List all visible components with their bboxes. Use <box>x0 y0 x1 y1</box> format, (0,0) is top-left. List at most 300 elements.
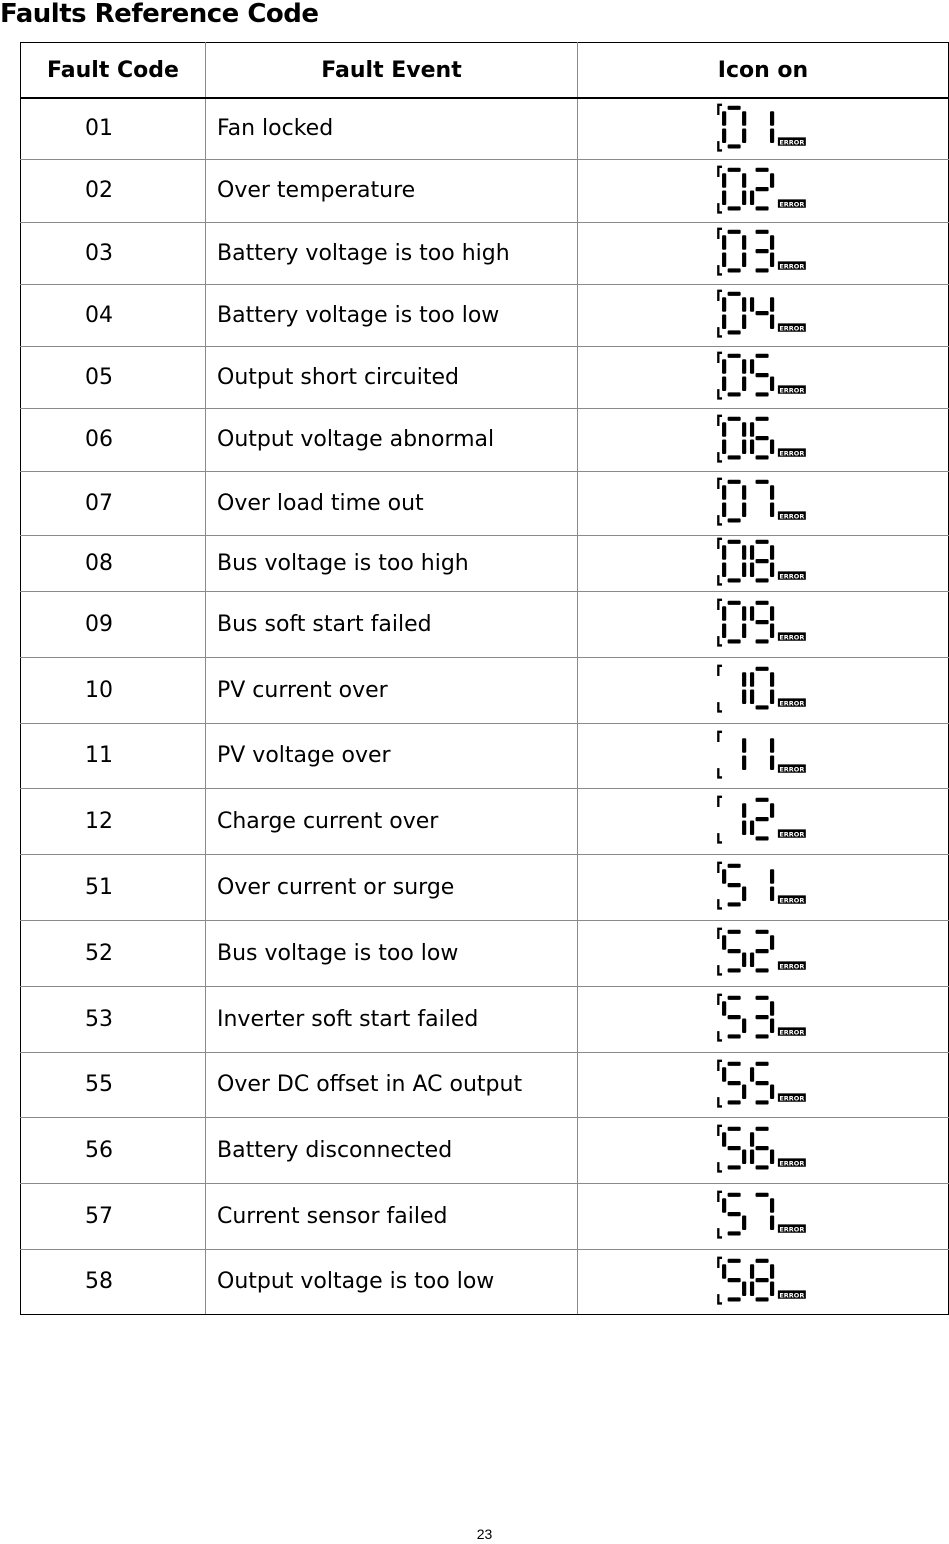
lcd-segment-b <box>742 545 746 559</box>
error-label: ERROR <box>779 199 805 208</box>
lcd-segment-g <box>756 373 769 377</box>
lcd-segment-d <box>728 1231 741 1235</box>
lcd-segment-g <box>756 1278 769 1282</box>
error-label: ERROR <box>779 1290 805 1299</box>
fault-icon-cell <box>578 854 949 920</box>
lcd-segment-d <box>728 206 741 210</box>
lcd-segment-e <box>750 563 754 577</box>
lcd-segment-e <box>750 1281 754 1295</box>
lcd-bracket <box>718 291 722 337</box>
error-label: ERROR <box>779 962 805 971</box>
lcd-segment-d <box>756 836 769 840</box>
lcd-segment-g <box>728 949 741 953</box>
lcd-segment-e <box>750 821 754 835</box>
lcd-segment-b <box>770 869 774 883</box>
lcd-segment-a <box>728 996 741 1000</box>
lcd-segment-d <box>756 1034 769 1038</box>
lcd-segment-b <box>770 803 774 817</box>
lcd-segment-a <box>756 230 769 234</box>
lcd-segment-c <box>742 315 746 329</box>
fault-event-cell: Bus soft start failed <box>206 591 578 657</box>
error-label: ERROR <box>779 262 805 271</box>
lcd-segment-b <box>742 173 746 187</box>
fault-code-cell: 03 <box>21 222 206 284</box>
lcd-segment-g <box>756 620 769 624</box>
page-number: 23 <box>476 1526 493 1542</box>
lcd-segment-f <box>722 235 726 249</box>
fault-icon-cell <box>578 1052 949 1117</box>
fault-event-cell: Output voltage abnormal <box>206 408 578 471</box>
lcd-segment-d <box>728 1297 741 1301</box>
lcd-segment-c <box>742 253 746 267</box>
lcd-segment-c <box>742 128 746 142</box>
lcd-segment-f <box>750 606 754 620</box>
lcd-segment-e <box>722 503 726 517</box>
lcd-segment-b <box>770 545 774 559</box>
lcd-segment-c <box>742 1150 746 1164</box>
lcd-segment-c <box>770 690 774 704</box>
lcd-segment-e <box>750 190 754 204</box>
lcd-segment-b <box>770 935 774 949</box>
lcd-segment-a <box>728 480 741 484</box>
lcd-segment-e <box>750 690 754 704</box>
lcd-bracket <box>718 479 722 525</box>
lcd-segment-d <box>756 578 769 582</box>
lcd-segment-b <box>770 672 774 686</box>
lcd-error-icon <box>715 288 811 342</box>
lcd-segment-e <box>722 128 726 142</box>
lcd-segment-f <box>750 1264 754 1278</box>
lcd-segment-c <box>742 1281 746 1295</box>
lcd-segment-d <box>756 1165 769 1169</box>
fault-event-cell: Over temperature <box>206 159 578 222</box>
lcd-error-icon <box>715 597 811 651</box>
lcd-segment-d <box>728 392 741 396</box>
table-row <box>21 1249 949 1314</box>
fault-event-cell: Charge current over <box>206 788 578 854</box>
fault-icon-cell <box>578 471 949 535</box>
lcd-bracket <box>718 1060 722 1106</box>
lcd-segment-a <box>728 354 741 358</box>
lcd-segment-f <box>722 173 726 187</box>
lcd-segment-g <box>728 1146 741 1150</box>
lcd-segment-c <box>742 953 746 967</box>
lcd-segment-c <box>770 1216 774 1230</box>
fault-code-cell: 53 <box>21 986 206 1052</box>
lcd-segment-c <box>742 563 746 577</box>
lcd-bracket <box>718 797 722 843</box>
fault-event-cell: Inverter soft start failed <box>206 986 578 1052</box>
lcd-segment-a <box>728 416 741 420</box>
lcd-error-icon <box>715 413 811 467</box>
table-row <box>21 788 949 854</box>
lcd-bracket <box>718 929 722 975</box>
lcd-segment-f <box>750 422 754 436</box>
lcd-segment-c <box>742 1216 746 1230</box>
fault-event-cell: Output short circuited <box>206 346 578 408</box>
fault-icon-cell <box>578 535 949 591</box>
lcd-segment-a <box>728 540 741 544</box>
lcd-segment-b <box>770 485 774 499</box>
fault-code-cell: 07 <box>21 471 206 535</box>
lcd-segment-d <box>756 206 769 210</box>
fault-code-cell: 55 <box>21 1052 206 1117</box>
lcd-segment-a <box>728 1127 741 1131</box>
lcd-segment-f <box>722 1067 726 1081</box>
lcd-segment-a <box>728 930 741 934</box>
lcd-segment-d <box>728 1034 741 1038</box>
error-label: ERROR <box>779 764 805 773</box>
lcd-bracket <box>718 166 722 212</box>
lcd-segment-d <box>728 268 741 272</box>
fault-code-cell: 05 <box>21 346 206 408</box>
lcd-segment-f <box>722 545 726 559</box>
lcd-segment-d <box>756 1297 769 1301</box>
lcd-segment-a <box>728 601 741 605</box>
fault-code-cell: 58 <box>21 1249 206 1314</box>
fault-event-cell: Battery voltage is too low <box>206 284 578 346</box>
fault-code-cell: 56 <box>21 1117 206 1183</box>
lcd-segment-g <box>728 1015 741 1019</box>
error-label: ERROR <box>779 1159 805 1168</box>
lcd-segment-a <box>756 798 769 802</box>
lcd-segment-b <box>742 111 746 125</box>
lcd-segment-c <box>742 377 746 391</box>
lcd-segment-a <box>728 230 741 234</box>
lcd-segment-e <box>722 315 726 329</box>
table-row <box>21 986 949 1052</box>
table-row <box>21 1117 949 1183</box>
lcd-error-icon <box>715 1189 811 1243</box>
table-row <box>21 346 949 408</box>
table-row <box>21 408 949 471</box>
lcd-error-icon <box>715 926 811 980</box>
lcd-bracket <box>718 995 722 1041</box>
lcd-segment-d <box>756 968 769 972</box>
lcd-segment-c <box>742 439 746 453</box>
lcd-segment-f <box>750 1067 754 1081</box>
lcd-segment-b <box>742 235 746 249</box>
lcd-bracket <box>718 1126 722 1172</box>
error-label: ERROR <box>779 324 805 333</box>
fault-event-cell: PV current over <box>206 657 578 723</box>
lcd-segment-e <box>722 439 726 453</box>
lcd-segment-a <box>756 601 769 605</box>
fault-event-cell: Battery disconnected <box>206 1117 578 1183</box>
lcd-segment-d <box>728 144 741 148</box>
lcd-error-icon <box>715 729 811 783</box>
error-label: ERROR <box>779 138 805 147</box>
lcd-segment-a <box>728 292 741 296</box>
lcd-segment-c <box>742 624 746 638</box>
lcd-segment-a <box>756 480 769 484</box>
table-row <box>21 159 949 222</box>
header-fault-code: Fault Code <box>21 43 206 99</box>
page-title: Faults Reference Code <box>0 0 319 29</box>
fault-event-cell: Fan locked <box>206 98 578 159</box>
lcd-segment-c <box>742 690 746 704</box>
fault-icon-cell <box>578 723 949 788</box>
lcd-segment-g <box>728 883 741 887</box>
lcd-segment-d <box>756 268 769 272</box>
lcd-segment-b <box>770 1264 774 1278</box>
lcd-bracket <box>718 600 722 646</box>
lcd-segment-b <box>770 235 774 249</box>
fault-event-cell: Over current or surge <box>206 854 578 920</box>
lcd-segment-f <box>750 672 754 686</box>
table-row <box>21 854 949 920</box>
fault-icon-cell <box>578 1183 949 1249</box>
lcd-segment-a <box>756 1127 769 1131</box>
lcd-segment-g <box>756 1081 769 1085</box>
lcd-segment-a <box>756 667 769 671</box>
fault-icon-cell <box>578 98 949 159</box>
lcd-segment-a <box>728 864 741 868</box>
lcd-error-icon <box>715 1255 811 1309</box>
lcd-segment-d <box>728 968 741 972</box>
lcd-segment-e <box>750 953 754 967</box>
table-row <box>21 535 949 591</box>
table-row <box>21 98 949 159</box>
lcd-segment-b <box>742 297 746 311</box>
lcd-segment-b <box>770 606 774 620</box>
lcd-bracket <box>718 731 722 777</box>
lcd-segment-c <box>770 1019 774 1033</box>
fault-icon-cell <box>578 1249 949 1314</box>
lcd-segment-a <box>728 1061 741 1065</box>
lcd-segment-a <box>756 416 769 420</box>
lcd-segment-c <box>770 439 774 453</box>
lcd-segment-c <box>742 1019 746 1033</box>
lcd-segment-f <box>750 545 754 559</box>
error-label: ERROR <box>779 448 805 457</box>
fault-code-cell: 12 <box>21 788 206 854</box>
fault-icon-cell <box>578 284 949 346</box>
table-row <box>21 1183 949 1249</box>
lcd-segment-b <box>770 738 774 752</box>
fault-event-cell: Battery voltage is too high <box>206 222 578 284</box>
lcd-segment-f <box>750 1132 754 1146</box>
lcd-error-icon <box>715 860 811 914</box>
header-fault-event: Fault Event <box>206 43 578 99</box>
lcd-segment-g <box>756 1015 769 1019</box>
fault-icon-cell <box>578 159 949 222</box>
lcd-segment-c <box>742 887 746 901</box>
table-row <box>21 471 949 535</box>
fault-event-cell: PV voltage over <box>206 723 578 788</box>
fault-code-cell: 06 <box>21 408 206 471</box>
lcd-error-icon <box>715 663 811 717</box>
lcd-segment-b <box>742 485 746 499</box>
lcd-error-icon <box>715 476 811 530</box>
lcd-error-icon <box>715 102 811 156</box>
lcd-segment-c <box>742 503 746 517</box>
fault-event-cell: Over DC offset in AC output <box>206 1052 578 1117</box>
lcd-segment-a <box>756 354 769 358</box>
lcd-segment-g <box>756 436 769 440</box>
lcd-segment-d <box>728 639 741 643</box>
lcd-segment-b <box>742 803 746 817</box>
fault-event-cell: Bus voltage is too low <box>206 920 578 986</box>
error-label: ERROR <box>779 1028 805 1037</box>
fault-icon-cell <box>578 408 949 471</box>
lcd-segment-c <box>770 315 774 329</box>
lcd-bracket <box>718 666 722 712</box>
lcd-error-icon <box>715 536 811 590</box>
lcd-segment-a <box>756 1193 769 1197</box>
lcd-segment-c <box>770 887 774 901</box>
table-row <box>21 657 949 723</box>
lcd-segment-c <box>742 1084 746 1098</box>
lcd-segment-f <box>722 485 726 499</box>
lcd-segment-g <box>756 187 769 191</box>
lcd-segment-a <box>728 167 741 171</box>
lcd-segment-g <box>728 1278 741 1282</box>
lcd-segment-a <box>756 996 769 1000</box>
lcd-error-icon <box>715 350 811 404</box>
lcd-segment-a <box>756 1061 769 1065</box>
lcd-segment-g <box>756 949 769 953</box>
lcd-segment-d <box>756 455 769 459</box>
lcd-segment-g <box>728 1081 741 1085</box>
fault-event-cell: Current sensor failed <box>206 1183 578 1249</box>
table-row <box>21 1052 949 1117</box>
table-row <box>21 723 949 788</box>
lcd-segment-d <box>756 392 769 396</box>
lcd-error-icon <box>715 992 811 1046</box>
lcd-segment-b <box>770 173 774 187</box>
table-row <box>21 591 949 657</box>
lcd-segment-g <box>756 311 769 315</box>
lcd-segment-d <box>728 578 741 582</box>
lcd-bracket <box>718 353 722 399</box>
lcd-segment-e <box>722 377 726 391</box>
lcd-segment-c <box>742 821 746 835</box>
lcd-segment-e <box>722 563 726 577</box>
lcd-segment-f <box>722 1198 726 1212</box>
fault-icon-cell <box>578 920 949 986</box>
fault-code-cell: 52 <box>21 920 206 986</box>
lcd-segment-b <box>742 606 746 620</box>
table-row <box>21 284 949 346</box>
error-label: ERROR <box>779 1225 805 1234</box>
lcd-segment-f <box>750 359 754 373</box>
lcd-segment-c <box>770 1084 774 1098</box>
lcd-segment-c <box>770 1150 774 1164</box>
lcd-bracket <box>718 539 722 585</box>
lcd-segment-b <box>742 738 746 752</box>
lcd-segment-b <box>742 359 746 373</box>
lcd-segment-c <box>770 563 774 577</box>
fault-icon-cell <box>578 346 949 408</box>
lcd-segment-d <box>728 518 741 522</box>
fault-icon-cell <box>578 222 949 284</box>
lcd-segment-a <box>756 1258 769 1262</box>
fault-code-cell: 02 <box>21 159 206 222</box>
lcd-segment-b <box>742 672 746 686</box>
lcd-segment-f <box>722 606 726 620</box>
error-label: ERROR <box>779 633 805 642</box>
lcd-segment-f <box>722 359 726 373</box>
lcd-segment-e <box>750 1150 754 1164</box>
error-label: ERROR <box>779 896 805 905</box>
error-label: ERROR <box>779 699 805 708</box>
lcd-segment-a <box>756 540 769 544</box>
lcd-segment-c <box>770 377 774 391</box>
lcd-segment-d <box>728 1165 741 1169</box>
table-header-row <box>21 43 949 99</box>
lcd-bracket <box>718 1257 722 1303</box>
lcd-segment-b <box>742 422 746 436</box>
lcd-error-icon <box>715 1123 811 1177</box>
lcd-segment-f <box>722 1264 726 1278</box>
lcd-segment-c <box>770 755 774 769</box>
lcd-bracket <box>718 863 722 909</box>
lcd-segment-c <box>742 190 746 204</box>
lcd-segment-g <box>756 559 769 563</box>
error-label: ERROR <box>779 386 805 395</box>
lcd-segment-c <box>770 253 774 267</box>
faults-reference-table <box>20 42 949 1315</box>
lcd-segment-f <box>722 1001 726 1015</box>
lcd-segment-a <box>728 105 741 109</box>
lcd-segment-e <box>722 253 726 267</box>
error-label: ERROR <box>779 572 805 581</box>
lcd-segment-f <box>722 1132 726 1146</box>
lcd-segment-e <box>750 439 754 453</box>
fault-event-cell: Output voltage is too low <box>206 1249 578 1314</box>
lcd-segment-b <box>770 297 774 311</box>
lcd-segment-b <box>770 1001 774 1015</box>
lcd-segment-g <box>728 1212 741 1216</box>
lcd-error-icon <box>715 1058 811 1112</box>
lcd-segment-f <box>722 935 726 949</box>
header-icon-on: Icon on <box>578 43 949 99</box>
fault-event-cell: Over load time out <box>206 471 578 535</box>
lcd-error-icon <box>715 794 811 848</box>
lcd-segment-f <box>722 297 726 311</box>
lcd-segment-c <box>770 624 774 638</box>
lcd-segment-a <box>728 1193 741 1197</box>
lcd-segment-f <box>722 111 726 125</box>
lcd-segment-d <box>728 1100 741 1104</box>
lcd-bracket <box>718 1192 722 1238</box>
lcd-segment-e <box>722 624 726 638</box>
lcd-segment-b <box>770 111 774 125</box>
fault-code-cell: 09 <box>21 591 206 657</box>
table-row <box>21 222 949 284</box>
error-label: ERROR <box>779 830 805 839</box>
lcd-segment-d <box>728 902 741 906</box>
lcd-segment-g <box>756 817 769 821</box>
error-label: ERROR <box>779 512 805 521</box>
lcd-bracket <box>718 105 722 151</box>
fault-code-cell: 10 <box>21 657 206 723</box>
lcd-segment-c <box>770 128 774 142</box>
lcd-segment-g <box>756 249 769 253</box>
lcd-bracket <box>718 229 722 275</box>
fault-code-cell: 01 <box>21 98 206 159</box>
lcd-segment-d <box>756 705 769 709</box>
fault-code-cell: 04 <box>21 284 206 346</box>
lcd-segment-c <box>770 1281 774 1295</box>
lcd-segment-f <box>750 297 754 311</box>
lcd-error-icon <box>715 226 811 280</box>
fault-icon-cell <box>578 986 949 1052</box>
lcd-segment-d <box>728 330 741 334</box>
lcd-segment-g <box>756 1146 769 1150</box>
lcd-bracket <box>718 415 722 461</box>
